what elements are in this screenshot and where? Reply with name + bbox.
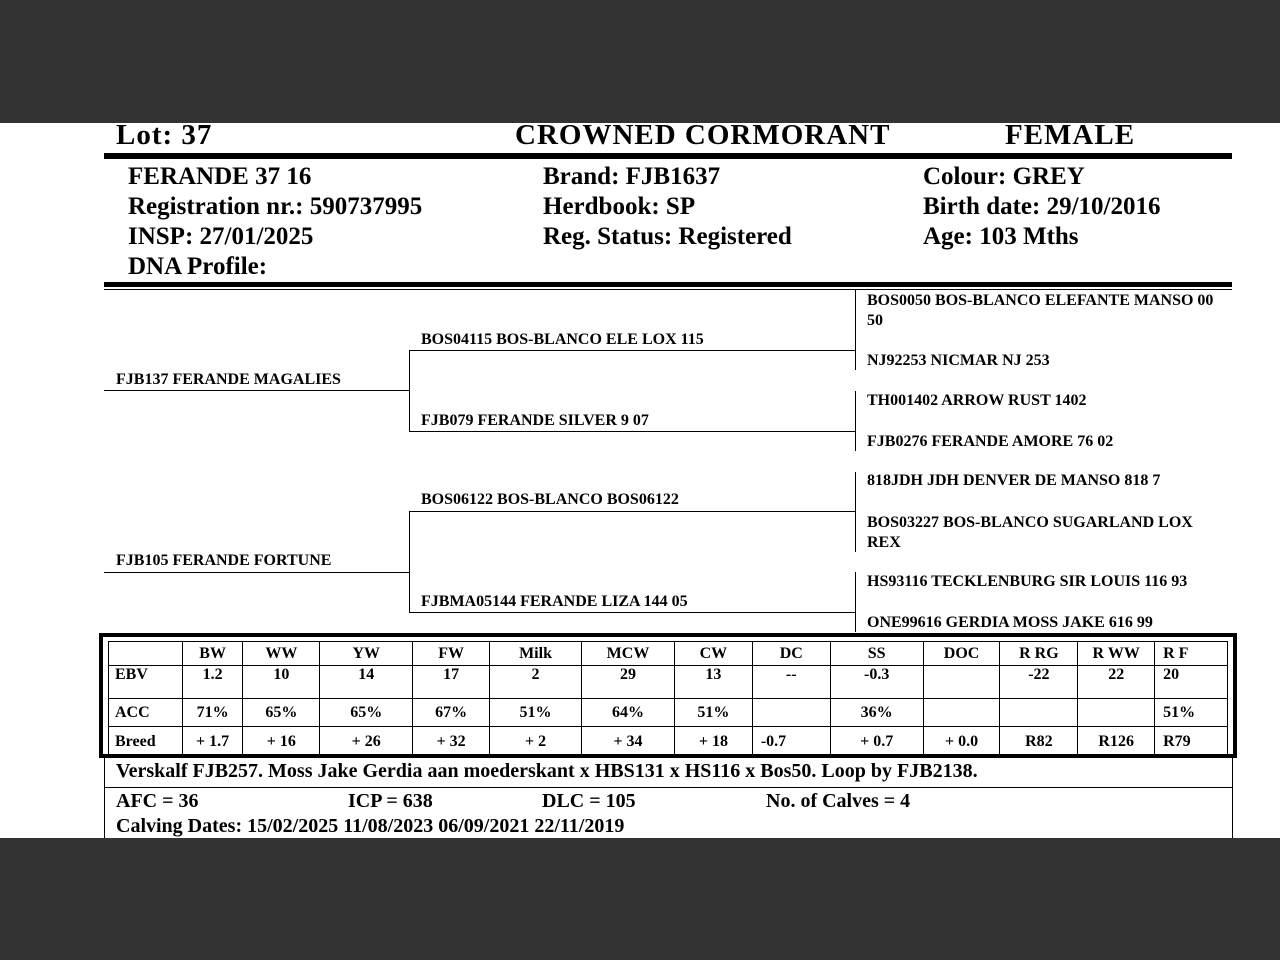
ebv-row-label: ACC bbox=[109, 699, 183, 727]
pedigree-ggp-1: BOS0050 BOS-BLANCO ELEFANTE MANSO 00 50 bbox=[867, 292, 1214, 329]
ebv-cell: + 0.7 bbox=[830, 727, 923, 757]
details-divider bbox=[104, 282, 1232, 287]
ebv-cell: + 16 bbox=[243, 727, 320, 757]
ebv-cell: + 34 bbox=[582, 727, 675, 757]
ggp-bracket-3 bbox=[855, 472, 856, 552]
ebv-col-header: R WW bbox=[1078, 642, 1155, 666]
breed-name: CROWNED CORMORANT bbox=[515, 119, 891, 151]
ggp-bracket-4 bbox=[855, 572, 856, 632]
ebv-header-row bbox=[109, 642, 1228, 666]
ebv-cell: 22 bbox=[1078, 666, 1155, 699]
ggp-bracket-1 bbox=[855, 290, 856, 370]
ebv-cell: 1.2 bbox=[182, 666, 243, 699]
age: Age: 103 Mths bbox=[923, 223, 1079, 250]
ebv-table bbox=[108, 641, 1228, 757]
ebv-col-header: DOC bbox=[923, 642, 1000, 666]
pedigree-ggp-7: HS93116 TECKLENBURG SIR LOUIS 116 93 bbox=[867, 573, 1188, 590]
ebv-cell: 2 bbox=[490, 666, 582, 699]
colour: Colour: GREY bbox=[923, 163, 1085, 190]
afc-value: AFC = 36 bbox=[116, 790, 199, 812]
dam-bracket bbox=[409, 511, 410, 613]
ebv-cell: 10 bbox=[243, 666, 320, 699]
ebv-cell: 20 bbox=[1155, 666, 1228, 699]
calves-count: No. of Calves = 4 bbox=[766, 790, 911, 812]
ebv-cell: 65% bbox=[243, 699, 320, 727]
animal-sex: FEMALE bbox=[1005, 119, 1136, 151]
ebv-cell: 51% bbox=[490, 699, 582, 727]
ebv-col-header: CW bbox=[675, 642, 753, 666]
ebv-cell: -0.7 bbox=[752, 727, 830, 757]
breed-row bbox=[109, 727, 1228, 757]
title-divider bbox=[104, 153, 1232, 159]
details-divider-thin bbox=[104, 289, 1232, 290]
lot-number: Lot: 37 bbox=[116, 119, 213, 151]
ebv-cell: + 0.0 bbox=[923, 727, 1000, 757]
pedigree-dam-dam: FJBMA05144 FERANDE LIZA 144 05 bbox=[421, 593, 688, 610]
ebv-row-label: Breed bbox=[109, 727, 183, 757]
ggp-bracket-2 bbox=[855, 391, 856, 451]
herdbook: Herdbook: SP bbox=[543, 193, 696, 220]
ebv-col-header: SS bbox=[830, 642, 923, 666]
ebv-cell: 65% bbox=[320, 699, 413, 727]
ebv-cell: 14 bbox=[320, 666, 413, 699]
ebv-cell bbox=[1000, 699, 1078, 727]
ebv-row-label: EBV bbox=[109, 666, 183, 699]
sire-bracket bbox=[409, 350, 410, 432]
birth-date: Birth date: 29/10/2016 bbox=[923, 193, 1161, 220]
remarks-text: Verskalf FJB257. Moss Jake Gerdia aan moederskant x HBS131 x HS116 x Bos50. Loop by FJB2138. bbox=[116, 760, 978, 782]
ebv-cell bbox=[923, 666, 1000, 699]
lot-catalogue-page bbox=[0, 119, 1280, 838]
ebv-cell: -- bbox=[752, 666, 830, 699]
dam-dam-line bbox=[409, 612, 856, 613]
pedigree-ggp-4: FJB0276 FERANDE AMORE 76 02 bbox=[867, 433, 1114, 450]
calving-dates: Calving Dates: 15/02/2025 11/08/2023 06/09/2021 22/11/2019 bbox=[116, 815, 625, 837]
inspection-date: INSP: 27/01/2025 bbox=[128, 223, 314, 250]
dlc-value: DLC = 105 bbox=[542, 790, 636, 812]
stats-box bbox=[104, 787, 1233, 838]
ebv-col-header: WW bbox=[243, 642, 320, 666]
ebv-col-header: YW bbox=[320, 642, 413, 666]
dam-line bbox=[104, 572, 409, 573]
ebv-cell: + 26 bbox=[320, 727, 413, 757]
ebv-cell bbox=[1078, 699, 1155, 727]
ebv-col-header bbox=[109, 642, 183, 666]
ebv-cell: 29 bbox=[582, 666, 675, 699]
registration-number: Registration nr.: 590737995 bbox=[128, 193, 423, 220]
ebv-col-header: Milk bbox=[490, 642, 582, 666]
ebv-cell: -0.3 bbox=[830, 666, 923, 699]
ebv-cell: R126 bbox=[1078, 727, 1155, 757]
pedigree-ggp-2: NJ92253 NICMAR NJ 253 bbox=[867, 352, 1050, 369]
ebv-cell: 71% bbox=[182, 699, 243, 727]
ebv-row bbox=[109, 666, 1228, 699]
ebv-cell: -22 bbox=[1000, 666, 1078, 699]
acc-row bbox=[109, 699, 1228, 727]
ebv-cell: + 2 bbox=[490, 727, 582, 757]
ebv-cell: 36% bbox=[830, 699, 923, 727]
pedigree-ggp-5: 818JDH JDH DENVER DE MANSO 818 7 bbox=[867, 472, 1161, 489]
ebv-cell: 51% bbox=[1155, 699, 1228, 727]
animal-name: FERANDE 37 16 bbox=[128, 163, 312, 190]
ebv-cell: + 32 bbox=[413, 727, 490, 757]
ebv-col-header: FW bbox=[413, 642, 490, 666]
ebv-cell bbox=[923, 699, 1000, 727]
ebv-col-header: DC bbox=[752, 642, 830, 666]
ebv-cell: R79 bbox=[1155, 727, 1228, 757]
ebv-cell: 64% bbox=[582, 699, 675, 727]
icp-value: ICP = 638 bbox=[348, 790, 433, 812]
dam-sire-line bbox=[409, 511, 856, 512]
ebv-cell: 51% bbox=[675, 699, 753, 727]
ebv-cell: 17 bbox=[413, 666, 490, 699]
pedigree-sire-dam: FJB079 FERANDE SILVER 9 07 bbox=[421, 412, 649, 429]
ebv-cell: + 18 bbox=[675, 727, 753, 757]
pedigree-sire: FJB137 FERANDE MAGALIES bbox=[116, 371, 341, 388]
sire-sire-line bbox=[409, 350, 856, 351]
pedigree-sire-sire: BOS04115 BOS-BLANCO ELE LOX 115 bbox=[421, 331, 704, 348]
ebv-cell: + 1.7 bbox=[182, 727, 243, 757]
ebv-col-header: MCW bbox=[582, 642, 675, 666]
pedigree-ggp-3: TH001402 ARROW RUST 1402 bbox=[867, 392, 1087, 409]
ebv-cell: R82 bbox=[1000, 727, 1078, 757]
ebv-cell bbox=[752, 699, 830, 727]
ebv-col-header: R RG bbox=[1000, 642, 1078, 666]
registration-status: Reg. Status: Registered bbox=[543, 223, 792, 250]
ebv-col-header: R F bbox=[1155, 642, 1228, 666]
sire-dam-line bbox=[409, 431, 856, 432]
dna-profile: DNA Profile: bbox=[128, 253, 268, 280]
pedigree-dam: FJB105 FERANDE FORTUNE bbox=[116, 552, 332, 569]
pedigree-ggp-6: BOS03227 BOS-BLANCO SUGARLAND LOX REX bbox=[867, 514, 1193, 551]
sire-line bbox=[104, 390, 409, 391]
ebv-col-header: BW bbox=[182, 642, 243, 666]
ebv-cell: 13 bbox=[675, 666, 753, 699]
brand: Brand: FJB1637 bbox=[543, 163, 721, 190]
ebv-cell: 67% bbox=[413, 699, 490, 727]
pedigree-dam-sire: BOS06122 BOS-BLANCO BOS06122 bbox=[421, 491, 679, 508]
pedigree-ggp-8: ONE99616 GERDIA MOSS JAKE 616 99 bbox=[867, 614, 1153, 631]
remarks-box bbox=[104, 758, 1233, 788]
